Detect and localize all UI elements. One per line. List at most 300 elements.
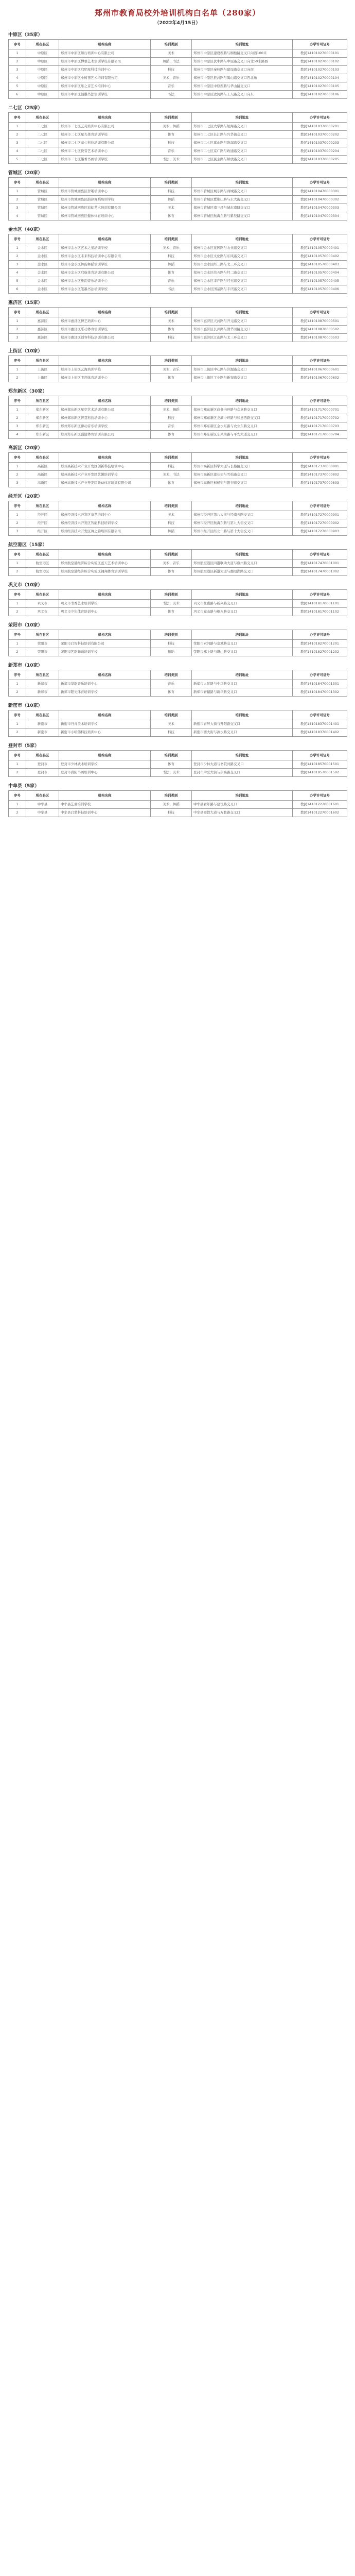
- table-cell: 中原区: [26, 74, 59, 82]
- column-header: 培训类别: [151, 178, 192, 188]
- table-cell: 经开区: [26, 528, 59, 536]
- table-cell: 郑州高新技术产业开发区创新科技培训中心: [59, 463, 151, 471]
- table-cell: 2: [9, 58, 26, 66]
- column-header: 序号: [9, 396, 26, 406]
- table-row: [9, 414, 347, 422]
- table-row: [9, 471, 347, 479]
- table-cell: 郑州市二七区嵩山路与陇海路交叉口: [192, 139, 293, 147]
- table-cell: 中原区: [26, 49, 59, 58]
- table-cell: 教民141010670000602: [293, 374, 347, 382]
- column-header: 所在县区: [26, 178, 59, 188]
- table-cell: 2: [9, 608, 26, 616]
- table-cell: 惠济区: [26, 317, 59, 326]
- whitelist-table: [8, 549, 347, 576]
- table-cell: 1: [9, 366, 26, 374]
- table-cell: 3: [9, 334, 26, 342]
- column-header: 机构名称: [59, 396, 151, 406]
- table-cell: 3: [9, 422, 26, 431]
- table-cell: 郑州市上街区飞翔体育培训中心: [59, 374, 151, 382]
- table-cell: 新密市: [26, 720, 59, 728]
- table-cell: 郑州市郑东新区商务内环路与众意路交叉口: [192, 406, 293, 414]
- whitelist-table: [8, 630, 347, 656]
- table-cell: 教民141010570000405: [293, 277, 347, 285]
- section-heading: 新密市（10家）: [8, 703, 43, 708]
- table-cell: 新郑市轩辕路与新华路交叉口: [192, 688, 293, 697]
- column-header: 培训地址: [192, 178, 293, 188]
- table-cell: 郑州市二七区大学路与航海路交叉口: [192, 123, 293, 131]
- table-cell: 郑州市中原区伏牛路与中原路交叉口向北50米路西: [192, 58, 293, 66]
- table-row: [9, 244, 347, 252]
- column-header: 培训地址: [192, 40, 293, 49]
- column-header: 所在县区: [26, 710, 59, 720]
- table-cell: 2: [9, 648, 26, 656]
- column-header: 办学许可证号: [293, 501, 347, 511]
- table-cell: 4: [9, 74, 26, 82]
- whitelist-table: [8, 452, 347, 487]
- table-cell: 2: [9, 519, 26, 528]
- column-header: 培训地址: [192, 791, 293, 801]
- table-cell: 郑州市管城区南三环与城东南路交叉口: [192, 204, 293, 212]
- table-cell: 荥阳市索河路与京城路交叉口: [192, 640, 293, 648]
- section-heading: 经开区（20家）: [8, 494, 43, 499]
- table-cell: 郑州市高新区枫杨街与银杏路交叉口: [192, 479, 293, 487]
- table-cell: 新密市西大街与溱水路交叉口: [192, 728, 293, 737]
- column-header: 培训地址: [192, 396, 293, 406]
- section-heading: 荥阳市（10家）: [8, 623, 43, 628]
- section-heading: 高新区（20家）: [8, 446, 43, 451]
- table-cell: 郑州市金水区丰产路与经五路交叉口: [192, 277, 293, 285]
- column-header: 培训类别: [151, 791, 192, 801]
- column-header: 办学许可证号: [293, 630, 347, 640]
- column-header: 办学许可证号: [293, 113, 347, 123]
- column-header: 机构名称: [59, 670, 151, 680]
- table-cell: 1: [9, 640, 26, 648]
- table-cell: 1: [9, 511, 26, 519]
- table-cell: 5: [9, 277, 26, 285]
- column-header: 所在县区: [26, 590, 59, 600]
- table-row: [9, 801, 347, 809]
- column-header: 办学许可证号: [293, 396, 347, 406]
- column-header: 机构名称: [59, 234, 151, 244]
- column-header: 培训类别: [151, 234, 192, 244]
- table-cell: 登封市嵩阳书画培训中心: [59, 769, 151, 777]
- table-cell: 教民141010570000404: [293, 269, 347, 277]
- column-header: 所在县区: [26, 501, 59, 511]
- table-cell: 郑州市管城回族区智趣培训中心: [59, 188, 151, 196]
- table-cell: 1: [9, 801, 26, 809]
- column-header: 机构名称: [59, 751, 151, 760]
- table-cell: 1: [9, 600, 26, 608]
- table-row: [9, 479, 347, 487]
- table-cell: 郑州市金水区文化路与东风路交叉口: [192, 252, 293, 261]
- table-row: [9, 560, 347, 568]
- table-cell: 上街区: [26, 374, 59, 382]
- table-cell: 巩义市书香艺术培训学校: [59, 600, 151, 608]
- table-cell: 荥阳市: [26, 640, 59, 648]
- column-header: 培训类别: [151, 670, 192, 680]
- table-row: [9, 334, 347, 342]
- table-cell: 科技: [151, 252, 192, 261]
- table-cell: 郑州市二七区民主路与解放路交叉口: [192, 156, 293, 164]
- table-row: [9, 277, 347, 285]
- table-cell: 航空港区: [26, 560, 59, 568]
- table-cell: 郑州市郑东新区东风南路与平安大道交叉口: [192, 431, 293, 439]
- table-cell: 荥阳市郑上路与塔山路交叉口: [192, 648, 293, 656]
- table-header-row: [9, 308, 347, 317]
- table-cell: 教民141018170001102: [293, 608, 347, 616]
- table-cell: 2: [9, 471, 26, 479]
- table-cell: 教民141010370000203: [293, 139, 347, 147]
- document-title: 郑州市教育局校外培训机构白名单（280家）: [94, 8, 261, 18]
- section-heading: 惠济区（15家）: [8, 300, 43, 306]
- section-heading: 二七区（25家）: [8, 106, 43, 111]
- table-cell: 1: [9, 760, 26, 769]
- table-cell: 郑州市中原区中原西路与华山路交叉口: [192, 82, 293, 91]
- column-header: 序号: [9, 550, 26, 560]
- column-header: 所在县区: [26, 670, 59, 680]
- table-cell: 教民141010370000201: [293, 123, 347, 131]
- table-row: [9, 269, 347, 277]
- table-row: [9, 608, 347, 616]
- column-header: 培训地址: [192, 590, 293, 600]
- column-header: 机构名称: [59, 550, 151, 560]
- table-cell: 金水区: [26, 269, 59, 277]
- table-row: [9, 366, 347, 374]
- table-cell: 教民141018470001302: [293, 688, 347, 697]
- table-row: [9, 688, 347, 697]
- column-header: 所在县区: [26, 751, 59, 760]
- whitelist-table: [8, 112, 347, 164]
- table-cell: 科技: [151, 640, 192, 648]
- whitelist-table: [8, 501, 347, 536]
- table-row: [9, 422, 347, 431]
- table-cell: 教民141018470001301: [293, 680, 347, 688]
- table-cell: 郑州市中原区博雅艺术培训学校有限公司: [59, 58, 151, 66]
- table-cell: 美术、音乐: [151, 74, 192, 82]
- table-cell: 美术、音乐: [151, 366, 192, 374]
- table-cell: 2: [9, 769, 26, 777]
- column-header: 序号: [9, 670, 26, 680]
- table-cell: 郑州市二七区长江路与兴华街交叉口: [192, 131, 293, 139]
- table-cell: 科技: [151, 66, 192, 74]
- table-cell: 2: [9, 728, 26, 737]
- table-cell: 郑州航空港区新港大道与鄱阳湖路交叉口: [192, 568, 293, 576]
- table-cell: 4: [9, 431, 26, 439]
- table-row: [9, 252, 347, 261]
- table-cell: 2: [9, 131, 26, 139]
- table-cell: 中原区: [26, 82, 59, 91]
- table-cell: 郑州市金水区舞韵舞蹈培训学校: [59, 261, 151, 269]
- table-row: [9, 769, 347, 777]
- table-header-row: [9, 630, 347, 640]
- table-cell: 舞蹈: [151, 648, 192, 656]
- table-cell: 经开区: [26, 511, 59, 519]
- column-header: 办学许可证号: [293, 234, 347, 244]
- table-cell: 教民141010570000406: [293, 285, 347, 294]
- table-cell: 金水区: [26, 252, 59, 261]
- table-row: [9, 528, 347, 536]
- table-cell: 美术: [151, 317, 192, 326]
- table-cell: 音乐: [151, 680, 192, 688]
- column-header: 所在县区: [26, 356, 59, 366]
- column-header: 机构名称: [59, 178, 151, 188]
- table-cell: 郑州市金水区未来科技培训中心有限公司: [59, 252, 151, 261]
- table-cell: 郑州市金水区笔墨书法培训学校: [59, 285, 151, 294]
- section-heading: 管城区（20家）: [8, 171, 43, 176]
- table-cell: 3: [9, 261, 26, 269]
- section-heading: 登封市（5家）: [8, 743, 40, 749]
- column-header: 培训类别: [151, 550, 192, 560]
- table-row: [9, 720, 347, 728]
- table-cell: 郑州市上街区中心路与济源路交叉口: [192, 366, 293, 374]
- table-cell: 新密市丹青美术培训学校: [59, 720, 151, 728]
- table-cell: 体育: [151, 269, 192, 277]
- table-cell: 教民141017270000901: [293, 511, 347, 519]
- table-cell: 教民141017270000903: [293, 528, 347, 536]
- column-header: 机构名称: [59, 710, 151, 720]
- table-cell: 郑州市惠济区长兴路与清华园路交叉口: [192, 326, 293, 334]
- table-cell: 高新区: [26, 471, 59, 479]
- table-cell: 金水区: [26, 244, 59, 252]
- column-header: 所在县区: [26, 453, 59, 463]
- table-cell: 郑州市中原区秦岭路与建设路交叉口向南: [192, 66, 293, 74]
- column-header: 所在县区: [26, 550, 59, 560]
- column-header: 办学许可证号: [293, 751, 347, 760]
- table-header-row: [9, 501, 347, 511]
- table-cell: 新郑市阳光体育培训学校: [59, 688, 151, 697]
- table-cell: 金水区: [26, 277, 59, 285]
- table-cell: 科技: [151, 334, 192, 342]
- table-cell: 郑州市中原区小树苗艺术培训有限公司: [59, 74, 151, 82]
- table-cell: 科技: [151, 728, 192, 737]
- table-cell: 郑州郑东新区智慧科技培训中心: [59, 414, 151, 422]
- table-cell: 教民141017170000702: [293, 414, 347, 422]
- table-cell: 郑东新区: [26, 422, 59, 431]
- table-cell: 郑州市经开区经北一路与第十大街交叉口: [192, 528, 293, 536]
- table-row: [9, 463, 347, 471]
- table-cell: 5: [9, 82, 26, 91]
- table-cell: 教民141018270001201: [293, 640, 347, 648]
- table-cell: 中牟县: [26, 809, 59, 817]
- column-header: 所在县区: [26, 396, 59, 406]
- column-header: 机构名称: [59, 501, 151, 511]
- document-subtitle: （2022年4月15日）: [154, 21, 201, 26]
- table-row: [9, 196, 347, 204]
- table-cell: 荥阳市: [26, 648, 59, 656]
- table-cell: 教民141010670000601: [293, 366, 347, 374]
- table-cell: 2: [9, 688, 26, 697]
- column-header: 培训类别: [151, 396, 192, 406]
- table-cell: 教民141010370000205: [293, 156, 347, 164]
- table-cell: 郑东新区: [26, 414, 59, 422]
- table-cell: 郑州郑东新区强健体育培训有限公司: [59, 431, 151, 439]
- table-cell: 郑州市金水区启航体育培训有限公司: [59, 269, 151, 277]
- column-header: 所在县区: [26, 630, 59, 640]
- table-cell: 1: [9, 123, 26, 131]
- whitelist-table: [8, 710, 347, 737]
- table-cell: 教民141017370000802: [293, 471, 347, 479]
- table-cell: 书法、美术: [151, 600, 192, 608]
- table-row: [9, 680, 347, 688]
- table-header-row: [9, 396, 347, 406]
- column-header: 培训类别: [151, 113, 192, 123]
- table-header-row: [9, 40, 347, 49]
- table-cell: 郑州市金水区雅韵音乐培训中心: [59, 277, 151, 285]
- table-cell: 管城区: [26, 188, 59, 196]
- table-cell: 教民141017170000701: [293, 406, 347, 414]
- column-header: 培训地址: [192, 630, 293, 640]
- table-row: [9, 82, 347, 91]
- table-cell: 1: [9, 680, 26, 688]
- table-cell: 3: [9, 66, 26, 74]
- table-cell: 美术、书法: [151, 471, 192, 479]
- table-cell: 郑州市郑东新区金水东路与农业东路交叉口: [192, 422, 293, 431]
- table-cell: 荥阳市启智科技培训有限公司: [59, 640, 151, 648]
- table-row: [9, 49, 347, 58]
- table-cell: 登封市少林武术培训学校: [59, 760, 151, 769]
- column-header: 办学许可证号: [293, 590, 347, 600]
- table-cell: 二七区: [26, 147, 59, 156]
- table-cell: 教民141012270001602: [293, 809, 347, 817]
- column-header: 所在县区: [26, 40, 59, 49]
- table-cell: 登封市少林大道与书院河路交叉口: [192, 760, 293, 769]
- table-cell: 4: [9, 147, 26, 156]
- column-header: 序号: [9, 356, 26, 366]
- table-row: [9, 147, 347, 156]
- table-cell: 教民141017170000703: [293, 422, 347, 431]
- table-cell: 郑州市二七区悦音艺术培训中心: [59, 147, 151, 156]
- table-cell: 巩义市: [26, 600, 59, 608]
- column-header: 培训类别: [151, 40, 192, 49]
- table-cell: 美术: [151, 511, 192, 519]
- table-cell: 郑州市二七区童心科技培训有限公司: [59, 139, 151, 147]
- table-cell: 教民141017470001001: [293, 560, 347, 568]
- table-cell: 教民141018570001501: [293, 760, 347, 769]
- table-cell: 教民141018570001502: [293, 769, 347, 777]
- table-row: [9, 156, 347, 164]
- table-row: [9, 188, 347, 196]
- table-cell: 2: [9, 326, 26, 334]
- table-row: [9, 131, 347, 139]
- table-cell: 中牟县青年路与建设路交叉口: [192, 801, 293, 809]
- table-row: [9, 519, 347, 528]
- table-cell: 郑州市上街区工业路与新安路交叉口: [192, 374, 293, 382]
- table-cell: 美术、音乐: [151, 244, 192, 252]
- table-cell: 体育: [151, 374, 192, 382]
- column-header: 序号: [9, 113, 26, 123]
- table-cell: 郑州市郑东新区龙湖中环路与如意西路交叉口: [192, 414, 293, 422]
- table-header-row: [9, 590, 347, 600]
- table-cell: 巩义市: [26, 608, 59, 616]
- table-cell: 郑州市二七区艺苑培训中心有限公司: [59, 123, 151, 131]
- table-cell: 新郑市华韵音乐培训中心: [59, 680, 151, 688]
- table-cell: 高新区: [26, 463, 59, 471]
- table-cell: 教民141010270000103: [293, 66, 347, 74]
- section-heading: 郑东新区（30家）: [8, 389, 47, 394]
- table-cell: 美术、舞蹈: [151, 801, 192, 809]
- column-header: 序号: [9, 590, 26, 600]
- table-cell: 新郑市: [26, 680, 59, 688]
- column-header: 所在县区: [26, 234, 59, 244]
- table-row: [9, 809, 347, 817]
- column-header: 培训地址: [192, 113, 293, 123]
- table-cell: 2: [9, 809, 26, 817]
- whitelist-table: [8, 355, 347, 382]
- table-cell: 教民141010270000104: [293, 74, 347, 82]
- table-row: [9, 600, 347, 608]
- table-row: [9, 317, 347, 326]
- table-cell: 音乐: [151, 422, 192, 431]
- table-cell: 音乐: [151, 82, 192, 91]
- section-heading: 新郑市（10家）: [8, 663, 43, 668]
- table-cell: 郑州航空港经济综合实验区蓝天艺术培训中心: [59, 560, 151, 568]
- table-cell: 2: [9, 252, 26, 261]
- section-heading: 上街区（10家）: [8, 349, 43, 354]
- table-row: [9, 760, 347, 769]
- table-cell: 郑州经济技术开发区舞之韵培训有限公司: [59, 528, 151, 536]
- table-cell: 教民141017370000803: [293, 479, 347, 487]
- table-cell: 中牟县艺童培训学校: [59, 801, 151, 809]
- table-row: [9, 511, 347, 519]
- table-cell: 科技: [151, 139, 192, 147]
- column-header: 序号: [9, 308, 26, 317]
- table-cell: 教民141010870000501: [293, 317, 347, 326]
- table-cell: 上街区: [26, 366, 59, 374]
- table-cell: 中牟县启蒙科技培训中心: [59, 809, 151, 817]
- table-cell: 登封市: [26, 760, 59, 769]
- column-header: 培训类别: [151, 710, 192, 720]
- table-cell: 教民141010470000303: [293, 204, 347, 212]
- table-cell: 教民141012270001601: [293, 801, 347, 809]
- table-row: [9, 212, 347, 221]
- column-header: 培训类别: [151, 308, 192, 317]
- table-cell: 郑州郑东新区律动音乐培训学校: [59, 422, 151, 431]
- table-cell: 中原区: [26, 91, 59, 99]
- table-cell: 教民141010270000106: [293, 91, 347, 99]
- table-cell: 郑州航空港经济综合实验区翱翔体育培训学校: [59, 568, 151, 576]
- column-header: 培训地址: [192, 751, 293, 760]
- table-cell: 郑州经济技术开发区智能科技培训学校: [59, 519, 151, 528]
- table-cell: 教民141010870000503: [293, 334, 347, 342]
- table-row: [9, 285, 347, 294]
- table-cell: 惠济区: [26, 334, 59, 342]
- table-cell: 郑州市管城回族区健体体育培训中心: [59, 212, 151, 221]
- table-cell: 3: [9, 479, 26, 487]
- table-row: [9, 406, 347, 414]
- table-row: [9, 66, 347, 74]
- section-heading: 金水区（40家）: [8, 227, 43, 232]
- whitelist-table: [8, 177, 347, 221]
- table-cell: 5: [9, 156, 26, 164]
- table-cell: 书法、美术: [151, 156, 192, 164]
- whitelist-table: [8, 750, 347, 777]
- table-cell: 科技: [151, 519, 192, 528]
- table-cell: 高新区: [26, 479, 59, 487]
- table-cell: 体育: [151, 431, 192, 439]
- table-cell: 郑州高新技术产业开发区跃动体育培训有限公司: [59, 479, 151, 487]
- column-header: 序号: [9, 630, 26, 640]
- table-cell: 郑州市惠济区乐动体育培训学校: [59, 326, 151, 334]
- table-cell: 郑东新区: [26, 431, 59, 439]
- column-header: 序号: [9, 751, 26, 760]
- column-header: 办学许可证号: [293, 356, 347, 366]
- table-cell: 1: [9, 560, 26, 568]
- table-cell: 音乐: [151, 147, 192, 156]
- section-heading: 航空港区（15家）: [8, 543, 47, 548]
- table-cell: 航空港区: [26, 568, 59, 576]
- table-row: [9, 123, 347, 131]
- whitelist-table: [8, 39, 347, 99]
